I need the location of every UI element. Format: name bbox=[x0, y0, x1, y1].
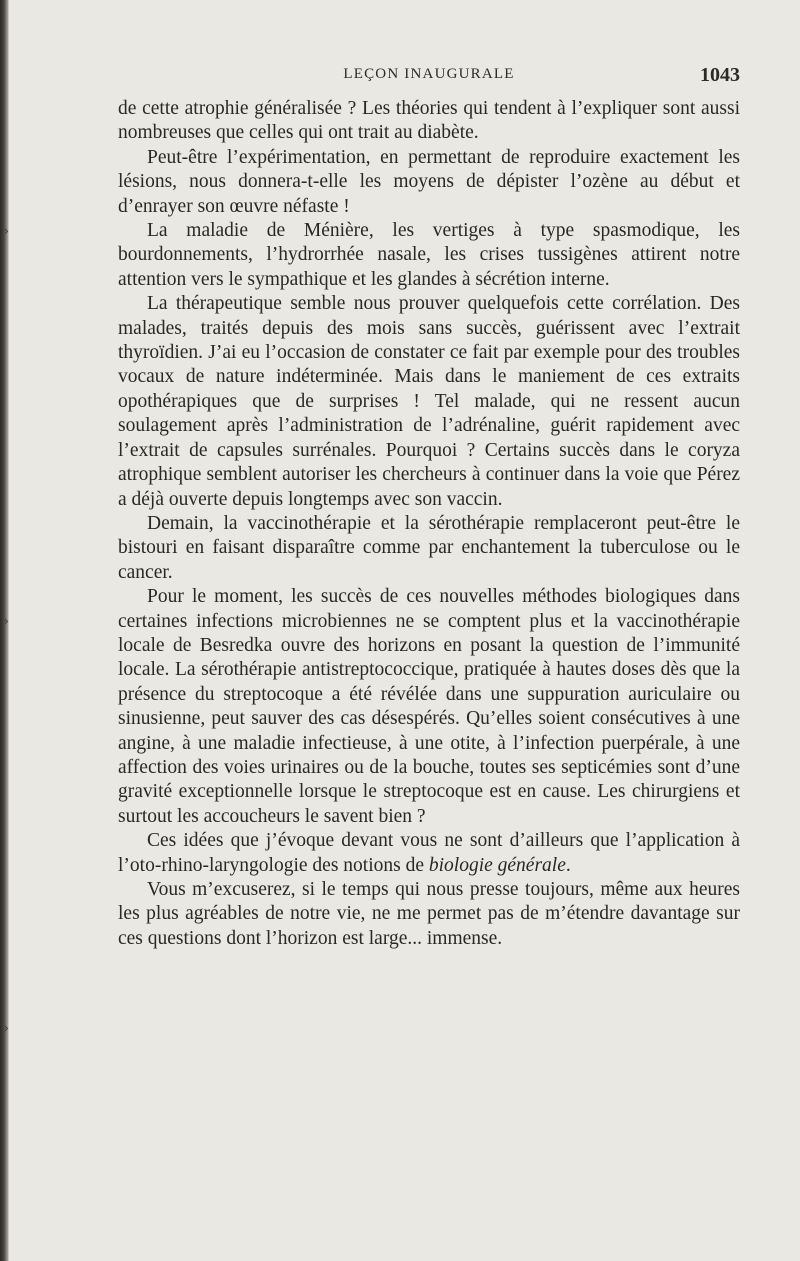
italic-suffix: . bbox=[565, 854, 571, 876]
paragraph bbox=[118, 829, 740, 878]
paragraph: La maladie de Ménière, les vertiges à type spasmodique, les bourdonnements, l’hydrorrhée nasale, les crises tussigènes attirent notre attention vers le sympathique et les glandes à sécrétion interne. bbox=[118, 220, 740, 290]
paragraph: Demain, la vaccinothérapie et la sérothérapie remplaceront peut-être le bistouri en faisant disparaître comme par enchantement la tuberculose ou le cancer. bbox=[118, 512, 740, 583]
paragraph-text: Ces idées que j’évoque devant vous ne sont d’ailleurs que l’application à l’oto-rhino-laryngologie des notions de bbox=[118, 830, 740, 876]
paragraph: Pour le moment, les succès de ces nouvelles méthodes biologiques dans certaines infections microbiennes ne se comptent plus et la vaccinothérapie locale de Besredka ouvre des horizons en posant la question de l’immunité locale. La sérothérapie antistreptococcique, pratiquée à hautes doses dès que la présence du streptocoque a été révélée dans une suppuration auriculaire ou sinusienne, peut sauver des cas désespérés. Qu’elles soient consécutives à une angine, à une maladie infectieuse, à une otite, à l’infection puerpérale, à une affection des voies urinaires ou de la bouche, toutes ses septicémies sont d’une gravité exceptionnelle lorsque le streptocoque est en cause. Les chirurgiens et surtout les accoucheurs le savent bien ? bbox=[118, 586, 740, 827]
paragraph: Vous m’excuserez, si le temps qui nous presse toujours, même aux heures les plus agréables de notre vie, ne me permet pas de m’étendre davantage sur ces questions dont l’horizon est large... immense. bbox=[118, 879, 740, 949]
page-header bbox=[118, 64, 740, 88]
binding-arrow-icon: › bbox=[4, 614, 9, 628]
binding-arrow-icon: › bbox=[4, 1021, 9, 1035]
binding-edge bbox=[0, 0, 9, 1261]
binding-arrow-icon: › bbox=[4, 224, 9, 238]
paragraph: La thérapeutique semble nous prouver quelquefois cette corrélation. Des malades, traités depuis des mois sans succès, guérissent avec l’extrait thyroïdien. J’ai eu l’occasion de constater ce fait par exemple pour des troubles vocaux de nature indéterminée. Mais dans le maniement de ces extraits opothérapiques que de surprises ! Tel malade, qui ne ressent aucun soulagement après l’administration de l’adrénaline, guérit rapidement avec l’extrait de capsules surrénales. Pourquoi ? Certains succès dans le coryza atrophique semblent autoriser les chercheurs à continuer dans la voie que Pérez a déjà ouverte depuis longtemps avec son vaccin. bbox=[118, 293, 740, 510]
running-title: LEÇON INAUGURALE bbox=[343, 66, 515, 82]
italic-phrase: biologie générale bbox=[428, 854, 566, 876]
paragraph: Peut-être l’expérimentation, en permettant de reproduire exactement les lésions, nous donnera-t-elle les moyens de dépister l’ozène au début et d’enrayer son œuvre néfaste ! bbox=[118, 146, 740, 217]
body-text bbox=[118, 97, 740, 951]
page-number: 1043 bbox=[700, 64, 740, 86]
paragraph: de cette atrophie généralisée ? Les théories qui tendent à l’expliquer sont aussi nombreuses que celles qui ont trait au diabète. bbox=[118, 98, 740, 144]
